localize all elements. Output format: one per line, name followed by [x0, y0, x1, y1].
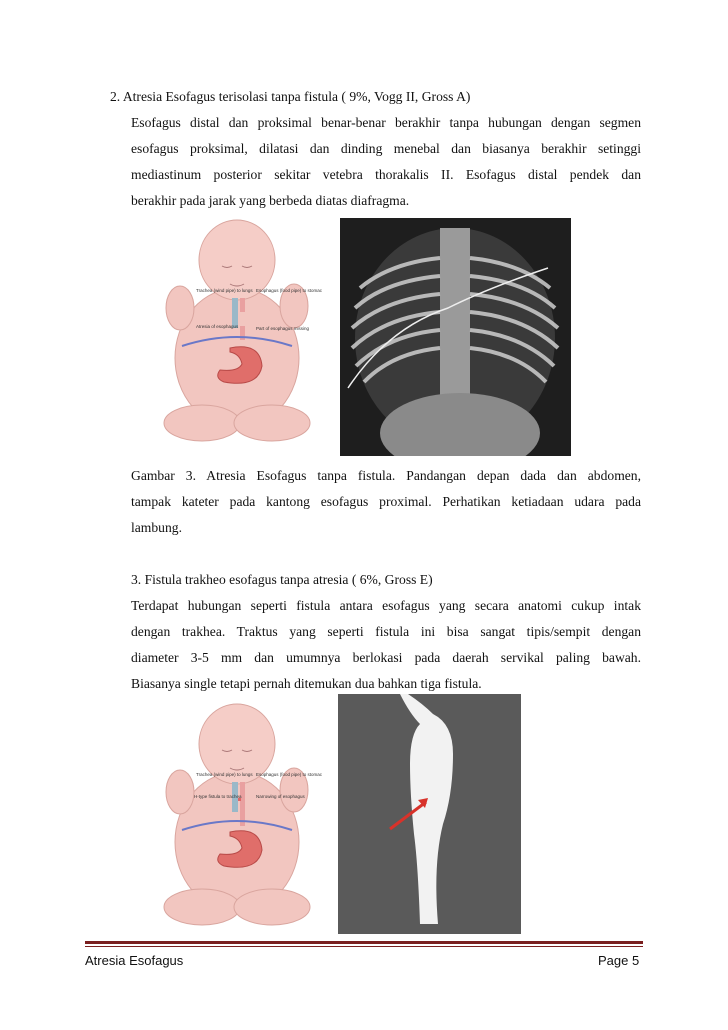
- baby-diagram-fistula: [152, 702, 322, 938]
- chest-xray-image: [340, 218, 571, 456]
- figure3-caption: [131, 463, 641, 541]
- section2-line-3: mediastinum posterior sekitar vetebra thorakalis II. Esofagus distal pendek dan: [131, 167, 641, 182]
- label-esophagus: Esophagus (food pipe) to stomach: [256, 288, 322, 293]
- footer-title: Atresia Esofagus: [85, 953, 184, 968]
- section3-line-3: diameter 3-5 mm dan umumnya berlokasi pada daerah servikal paling bawah.: [131, 650, 641, 665]
- label-narrowing: Narrowing of esophagus: [256, 794, 305, 799]
- section3-body: [131, 593, 641, 697]
- section2-body: [131, 110, 641, 214]
- section3-line-2: dengan trakhea. Traktus yang seperti fistula ini bisa sangat tipis/sempit dengan: [131, 624, 641, 639]
- esophagram-illustration: [338, 694, 521, 934]
- baby-illustration: [152, 218, 322, 456]
- label-esophagus-2: Esophagus (food pipe) to stomach: [256, 772, 322, 777]
- xray-illustration: [340, 218, 571, 456]
- footer-page-number: Page 5: [598, 953, 640, 968]
- caption-line-2: tampak kateter pada kantong esofagus proximal. Perhatikan ketiadaan udara pada: [131, 494, 641, 509]
- section2-line-4: berakhir pada jarak yang berbeda diatas diafragma.: [131, 193, 410, 208]
- label-missing: Part of esophagus missing: [256, 326, 310, 331]
- section3-heading: 3. Fistula trakheo esofagus tanpa atresia ( 6%, Gross E): [131, 572, 433, 587]
- label-fistula: H-type fistula to trachea: [194, 794, 242, 799]
- baby-illustration-2: [152, 702, 322, 938]
- section2-line-1: Esofagus distal dan proksimal benar-benar berakhir tanpa hubungan dengan segmen: [131, 115, 641, 130]
- caption-line-1: Gambar 3. Atresia Esofagus tanpa fistula. Pandangan depan dada dan abdomen,: [131, 468, 641, 483]
- footer-rule-thick: [85, 941, 643, 944]
- section2-heading: 2. Atresia Esofagus terisolasi tanpa fistula ( 9%, Vogg II, Gross A): [110, 89, 471, 104]
- esophagram-image: [338, 694, 521, 934]
- section3-line-1: Terdapat hubungan seperti fistula antara esofagus yang secara anatomi cukup intak: [131, 598, 641, 613]
- baby-diagram-atresia: [152, 218, 322, 456]
- caption-line-3: lambung.: [131, 520, 182, 535]
- label-atresia: Atresia of esophagus: [196, 324, 239, 329]
- label-trachea-2: Trachea (wind pipe) to lungs: [196, 772, 253, 777]
- label-trachea: Trachea (wind pipe) to lungs: [196, 288, 253, 293]
- section2-line-2: esofagus proksimal, dilatasi dan dinding menebal dan biasanya berakhir setinggi: [131, 141, 641, 156]
- section3-line-4: Biasanya single tetapi pernah ditemukan dua bahkan tiga fistula.: [131, 676, 482, 691]
- footer-rule-thin: [85, 946, 643, 947]
